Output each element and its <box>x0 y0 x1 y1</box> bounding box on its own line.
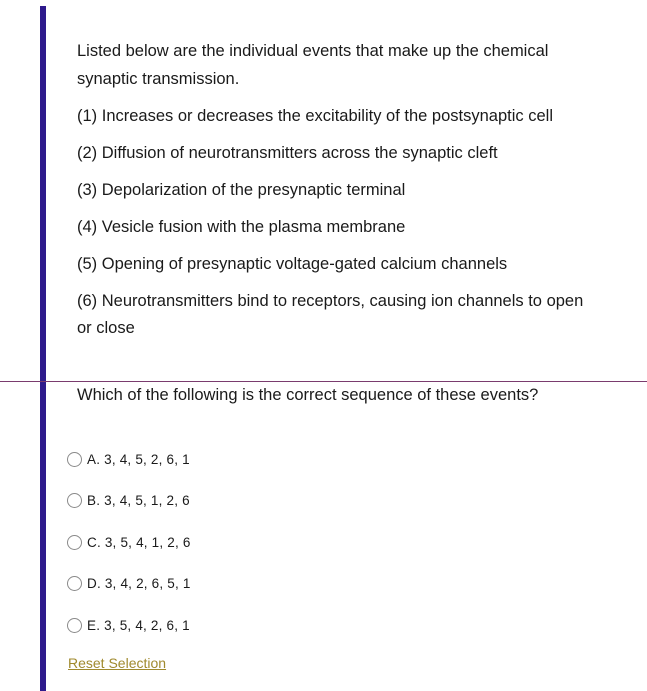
event-item-3: (3) Depolarization of the presynaptic terminal <box>77 180 406 199</box>
event-item-1: (1) Increases or decreases the excitability of the postsynaptic cell <box>77 106 553 125</box>
event-item-6: (6) Neurotransmitters bind to receptors, causing ion channels to open or close <box>77 291 584 337</box>
option-e[interactable] <box>67 613 191 637</box>
event-item-2: (2) Diffusion of neurotransmitters across the synaptic cleft <box>77 143 498 162</box>
option-a[interactable] <box>67 447 191 471</box>
radio-button[interactable] <box>67 493 82 508</box>
option-label[interactable]: D. 3, 4, 2, 6, 5, 1 <box>87 576 191 591</box>
question-prompt: Which of the following is the correct sequence of these events? <box>77 386 539 404</box>
radio-button[interactable] <box>67 576 82 591</box>
answer-options <box>67 447 191 655</box>
option-d[interactable] <box>67 572 191 596</box>
radio-button[interactable] <box>67 618 82 633</box>
left-accent-bar <box>40 6 46 691</box>
radio-button[interactable] <box>67 535 82 550</box>
option-c[interactable] <box>67 530 191 554</box>
radio-button[interactable] <box>67 452 82 467</box>
option-label[interactable]: B. 3, 4, 5, 1, 2, 6 <box>87 493 190 508</box>
reset-selection-link[interactable]: Reset Selection <box>68 655 167 671</box>
option-label[interactable]: A. 3, 4, 5, 2, 6, 1 <box>87 451 190 467</box>
option-label[interactable]: E. 3, 5, 4, 2, 6, 1 <box>87 617 190 633</box>
option-label[interactable]: C. 3, 5, 4, 1, 2, 6 <box>87 534 191 550</box>
option-b[interactable] <box>67 489 191 513</box>
question-intro: Listed below are the individual events that make up the chemical synaptic transmission. <box>77 42 549 88</box>
event-item-5: (5) Opening of presynaptic voltage-gated calcium channels <box>77 254 508 273</box>
question-text <box>77 38 597 352</box>
event-item-4: (4) Vesicle fusion with the plasma membrane <box>77 217 406 236</box>
